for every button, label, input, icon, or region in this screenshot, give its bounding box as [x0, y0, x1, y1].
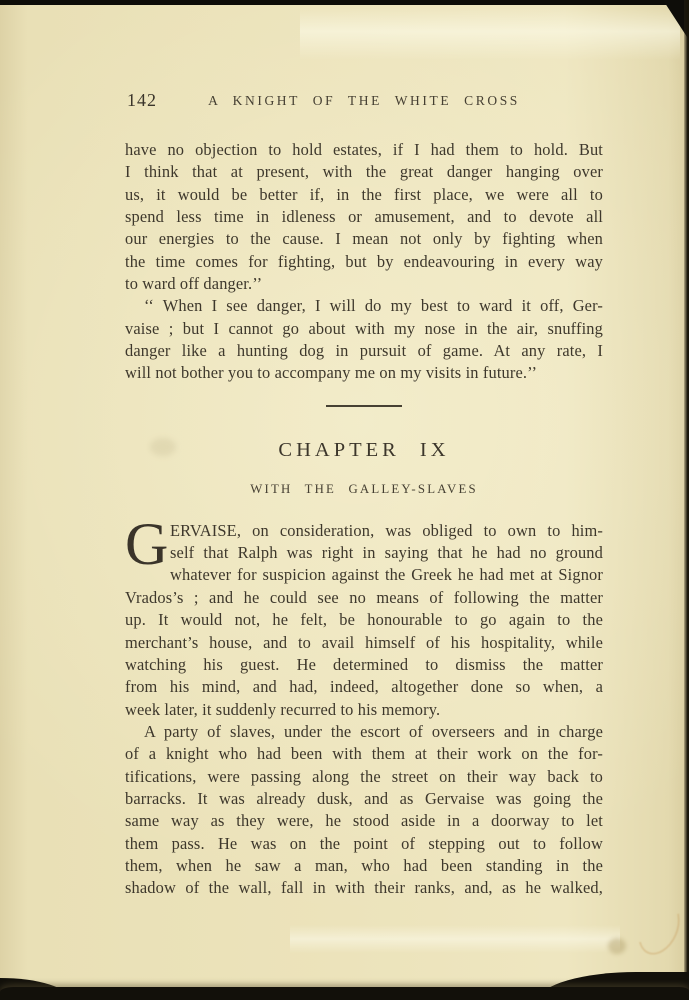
chapter-subheading: WITH THE GALLEY-SLAVES [250, 481, 478, 496]
text-line: tifications, were passing along the street on their way back to [125, 766, 603, 786]
text-line: them pass. He was on the point of stepping out to follow [125, 833, 603, 853]
text-line: up. It would not, he felt, be honourable to go again to the [125, 610, 603, 630]
text-block [125, 139, 603, 900]
text-line: spend less time in idleness or amusement, and to devote all [125, 207, 603, 227]
text-line: merchant’s house, and to avail himself of his hospitality, while [125, 632, 603, 652]
text-line: to ward off danger.’’ [125, 274, 263, 294]
scan-light-band [300, 8, 680, 60]
page-edge-top [0, 0, 689, 5]
text-line: week later, it suddenly recurred to his memory. [125, 699, 441, 719]
paragraph-with-dropcap [125, 510, 603, 721]
text-line: I think that at present, with the great danger hanging over [125, 162, 603, 182]
text-line: whatever for suspicion against the Greek he had met at Signor [170, 565, 603, 585]
text-line: watching his guest. He determined to dismiss the matter [125, 654, 603, 674]
paragraph [125, 510, 603, 721]
text-line: them, when he saw a man, who had been standing in the [125, 855, 603, 875]
paragraph [125, 721, 603, 900]
paper-stain [630, 895, 687, 962]
text-line: Vrados’s ; and he could see no means of following the matter [125, 587, 603, 607]
text-line: vaise ; but I cannot go about with my nose in the air, snuffing [125, 318, 603, 338]
text-line: ERVAISE, on consideration, was obliged to own to him- [170, 520, 603, 540]
text-line: shadow of the wall, fall in with their ranks, and, as he walked, [125, 878, 603, 898]
drop-cap: G [125, 510, 169, 577]
chapter-divider [326, 405, 402, 407]
text-line: ‘‘ When I see danger, I will do my best to ward it off, Ger- [144, 296, 603, 316]
paragraph [125, 295, 603, 384]
scan-light-band [290, 925, 620, 953]
text-line: A party of slaves, under the escort of overseers and in charge [144, 721, 603, 741]
paragraph [125, 139, 603, 295]
running-header [125, 90, 603, 112]
page-number: 142 [127, 90, 157, 110]
text-line: our energies to the cause. I mean not only by fighting when [125, 229, 603, 249]
text-line: same way as they were, he stood aside in a doorway to let [125, 811, 603, 831]
running-title: A KNIGHT OF THE WHITE CROSS [208, 93, 520, 108]
text-line: danger like a hunting dog in pursuit of game. At any rate, I [125, 341, 603, 361]
paper-stain [608, 938, 626, 954]
page-edge-bottom [0, 987, 689, 1000]
text-line: have no objection to hold estates, if I had them to hold. But [125, 140, 603, 159]
text-line: from his mind, and had, indeed, altogether done so when, a [125, 677, 603, 697]
text-line: self that Ralph was right in saying that he had no ground [170, 543, 603, 563]
text-line: will not bother you to accompany me on my visits in future.’’ [125, 363, 538, 383]
chapter-heading: CHAPTER IX [278, 438, 450, 461]
text-line: the time comes for fighting, but by endeavouring in every way [125, 251, 603, 271]
text-line: us, it would be better if, in the first place, we were all to [125, 184, 603, 204]
page-edge-right [684, 0, 689, 1000]
paper-stain [150, 438, 176, 456]
text-line: barracks. It was already dusk, and as Gervaise was going the [125, 788, 603, 808]
text-line: of a knight who had been with them at their work on the for- [125, 744, 603, 764]
